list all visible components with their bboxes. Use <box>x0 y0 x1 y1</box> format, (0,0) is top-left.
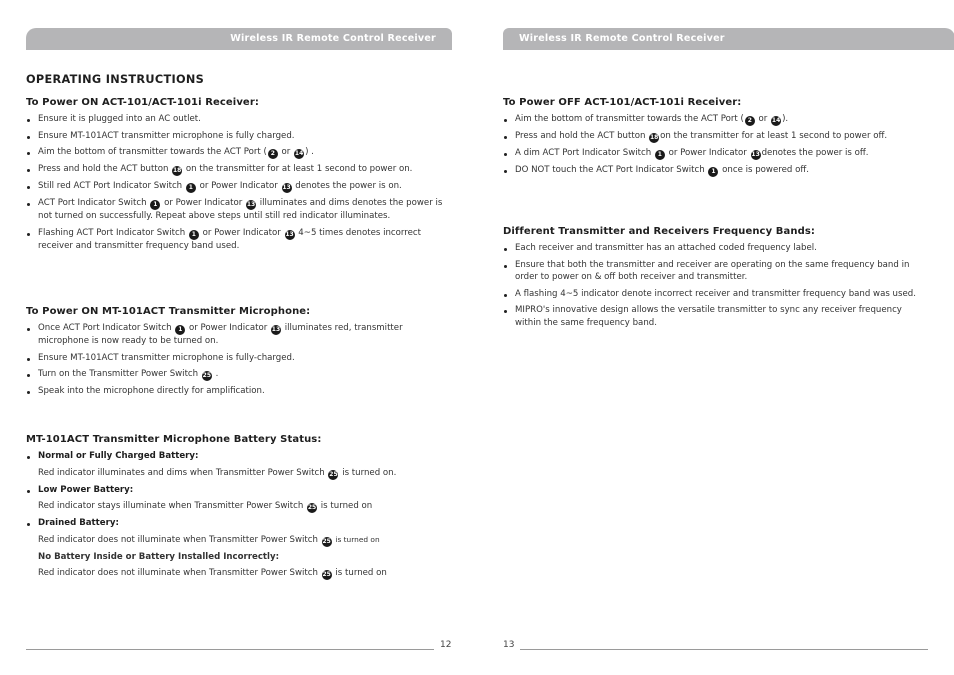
callout-1-icon: 1 <box>175 325 185 335</box>
status-heading: No Battery Inside or Battery Installed Incorrectly: <box>38 551 280 562</box>
callout-13-icon: 13 <box>282 184 291 191</box>
callout-25-icon: 25 <box>322 571 331 578</box>
list-item: Ensure it is plugged into an AC outlet. <box>26 113 456 126</box>
status-text: Red indicator does not illuminate when Transmitter Power Switch 25 is turned on <box>38 534 380 545</box>
callout-18-icon: 18 <box>172 167 182 174</box>
status-text: Red indicator stays illuminate when Transmitter Power Switch 25 is turned on <box>38 501 373 511</box>
list-item: A dim ACT Port Indicator Switch 1 or Power Indicator 13 denotes the power is off. <box>503 147 933 160</box>
list-item: ACT Port Indicator Switch 1 or Power Indicator 13 illuminates and dims denotes the power is not turned on successfully. Repeat above steps until still red indicator illuminates. <box>26 197 456 223</box>
callout-1-icon: 1 <box>186 183 196 193</box>
list-item: Press and hold the ACT button 18 on the transmitter for at least 1 second to power off. <box>503 130 933 143</box>
list-item: Aim the bottom of transmitter towards the ACT Port ( 2 or 14 ). <box>503 113 933 126</box>
list-item: Aim the bottom of transmitter towards the ACT Port ( 2 or 14 ) . <box>26 146 456 159</box>
callout-18-icon: 18 <box>649 134 659 141</box>
callout-13-icon: 13 <box>285 230 294 238</box>
list-item: Ensure that both the transmitter and receiver are operating on the same frequency band in order to power on & off both receiver and transmitter. <box>503 259 923 284</box>
status-heading: Low Power Battery: <box>38 484 134 495</box>
footer-rule <box>26 649 434 650</box>
list-item: Turn on the Transmitter Power Switch 25 . <box>26 368 441 381</box>
power-on-receiver-section <box>26 97 456 256</box>
list-item: Speak into the microphone directly for amplification. <box>26 385 441 398</box>
list-item <box>26 517 456 530</box>
callout-13-icon: 13 <box>751 151 760 158</box>
callout-1-icon: 1 <box>708 167 718 177</box>
list-item: Still red ACT Port Indicator Switch 1 or Power Indicator 13 denotes the power is on. <box>26 180 456 193</box>
callout-25-icon: 25 <box>329 470 338 478</box>
frequency-bands-section <box>503 226 923 333</box>
list-item: A flashing 4~5 indicator denote incorrect receiver and transmitter frequency band was used. <box>503 288 923 301</box>
list-item: Press and hold the ACT button 18 on the transmitter for at least 1 second to power on. <box>26 163 456 176</box>
callout-25-icon: 25 <box>202 372 212 379</box>
power-on-transmitter-section <box>26 306 441 402</box>
page-13 <box>477 0 954 675</box>
page-header: Wireless IR Remote Control Receiver <box>26 28 452 50</box>
section-title: To Power OFF ACT-101/ACT-101i Receiver: <box>503 97 742 108</box>
battery-status-section <box>26 434 456 580</box>
callout-14-icon: 14 <box>771 117 781 124</box>
list-item: DO NOT touch the ACT Port Indicator Switch 1 once is powered off. <box>503 164 933 177</box>
section-title: To Power ON MT-101ACT Transmitter Microphone: <box>26 306 311 317</box>
section-title: To Power ON ACT-101/ACT-101i Receiver: <box>26 97 259 108</box>
status-text: Red indicator illuminates and dims when Transmitter Power Switch 25 is turned on. <box>38 467 397 478</box>
list-item <box>26 484 456 497</box>
status-list <box>26 450 456 463</box>
callout-13-icon: 13 <box>246 201 256 208</box>
list-item: Ensure MT-101ACT transmitter microphone is fully-charged. <box>26 352 441 365</box>
footer-rule <box>520 649 928 650</box>
page-header: Wireless IR Remote Control Receiver <box>503 28 954 50</box>
info-list <box>503 242 923 329</box>
list-item: Ensure MT-101ACT transmitter microphone is fully charged. <box>26 130 456 143</box>
status-heading: Normal or Fully Charged Battery: <box>38 451 199 461</box>
callout-1-icon: 1 <box>189 230 199 240</box>
callout-1-icon: 1 <box>655 150 665 160</box>
page-number: 13 <box>503 640 515 650</box>
section-title: Different Transmitter and Receivers Frequency Bands: <box>503 226 815 237</box>
callout-13-icon: 13 <box>271 326 281 333</box>
list-item: Flashing ACT Port Indicator Switch 1 or Power Indicator 13 4~5 times denotes incorrect receiver and transmitter frequency band used. <box>26 227 456 253</box>
section-main-title: OPERATING INSTRUCTIONS <box>26 73 205 86</box>
status-heading: Drained Battery: <box>38 518 119 528</box>
instruction-list <box>503 113 933 177</box>
callout-25-icon: 25 <box>322 537 331 545</box>
list-item: Each receiver and transmitter has an attached coded frequency label. <box>503 242 923 255</box>
page-number: 12 <box>440 640 452 650</box>
list-item <box>26 450 456 463</box>
instruction-list <box>26 113 456 252</box>
list-item: Once ACT Port Indicator Switch 1 or Power Indicator 13 illuminates red, transmitter microphone is now ready to be turned on. <box>26 322 441 348</box>
callout-2-icon: 2 <box>268 149 278 159</box>
callout-2-icon: 2 <box>745 116 755 126</box>
callout-25-icon: 25 <box>307 504 317 511</box>
list-item: MIPRO's innovative design allows the versatile transmitter to sync any receiver frequency within the same frequency band. <box>503 304 923 329</box>
power-off-receiver-section <box>503 97 933 181</box>
status-text: Red indicator does not illuminate when Transmitter Power Switch 25 is turned on <box>38 568 387 578</box>
callout-1-icon: 1 <box>150 200 160 210</box>
instruction-list <box>26 322 441 398</box>
callout-14-icon: 14 <box>294 150 304 157</box>
section-title: MT-101ACT Transmitter Microphone Battery Status: <box>26 434 322 445</box>
